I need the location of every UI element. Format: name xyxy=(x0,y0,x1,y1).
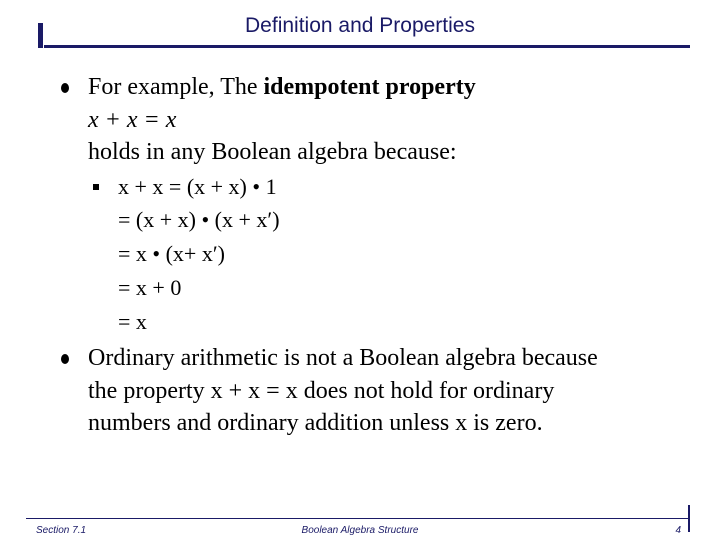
bullet1-line1-prefix: For example, The xyxy=(88,74,264,100)
bullet1-line1 xyxy=(88,70,476,104)
footer-topic: Boolean Algebra Structure xyxy=(301,525,419,536)
proof-step-5: = x xyxy=(118,309,147,334)
bullet1-line3: holds in any Boolean algebra because: xyxy=(88,139,457,165)
bullet2-line1: Ordinary arithmetic is not a Boolean algebra because xyxy=(88,345,598,371)
slide-title: Definition and Properties xyxy=(245,14,475,37)
page-number: 4 xyxy=(675,525,681,536)
bullet2-line3: numbers and ordinary addition unless x is zero. xyxy=(88,410,543,436)
title-tick xyxy=(38,23,43,48)
proof-step-3: = x • (x+ x′) xyxy=(118,241,225,266)
idempotent-equation: x + x = x xyxy=(88,107,177,133)
bullet2-line2: the property x + x = x does not hold for ordinary xyxy=(88,378,555,404)
bullet1-line1-bold: idempotent property xyxy=(263,74,476,100)
footer-section: Section 7.1 xyxy=(36,525,87,536)
proof-step-1: x + x = (x + x) • 1 xyxy=(118,174,277,199)
bullet-icon xyxy=(61,354,69,364)
sub-bullet-icon xyxy=(93,184,99,190)
bullet-icon xyxy=(61,83,69,93)
proof-step-2: = (x + x) • (x + x′) xyxy=(118,207,280,232)
title-rule xyxy=(44,45,690,48)
footer-rule xyxy=(26,518,690,519)
proof-step-4: = x + 0 xyxy=(118,275,182,300)
